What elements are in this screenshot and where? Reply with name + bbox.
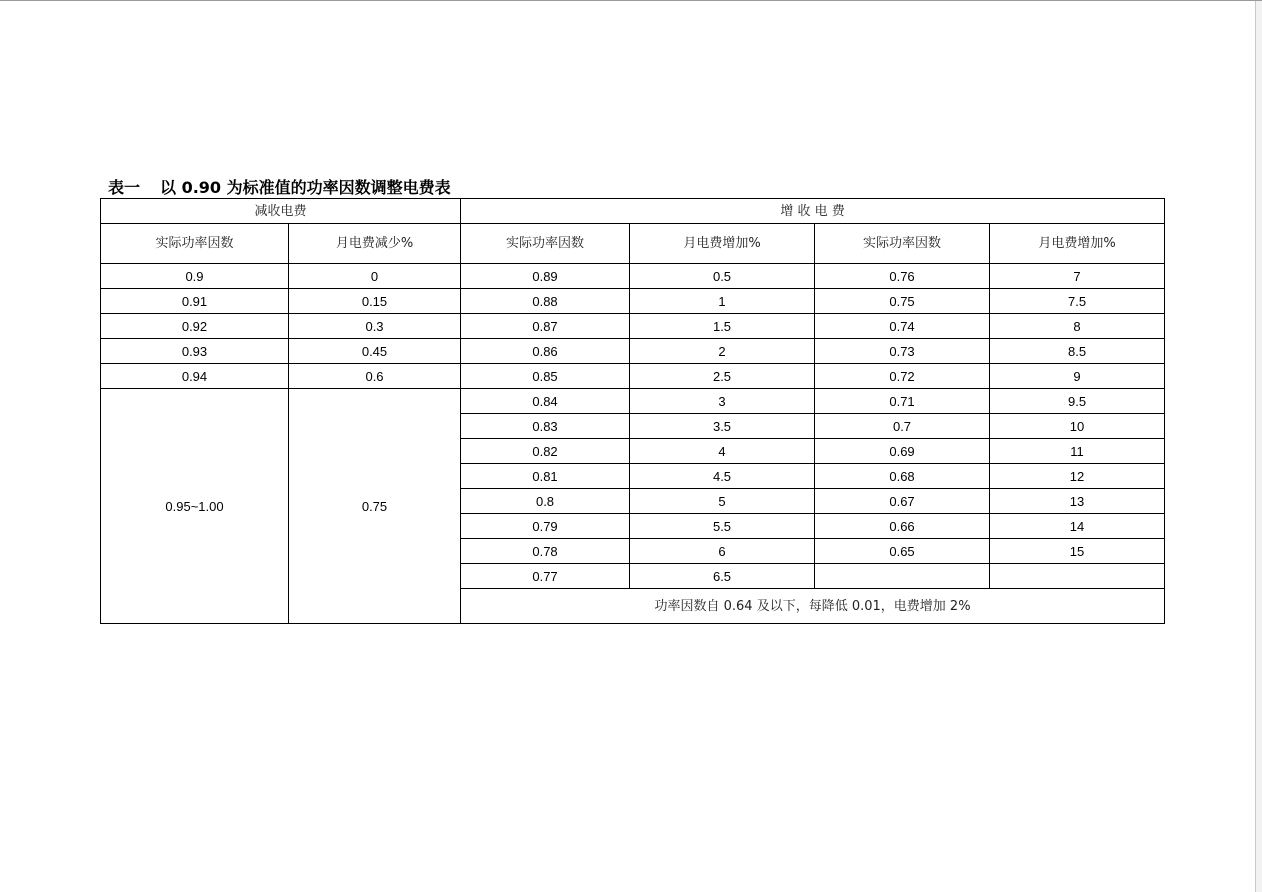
increase-power-factor-cell: 0.77 — [461, 564, 630, 589]
increase-percent-cell: 12 — [990, 464, 1165, 489]
increase-percent-cell: 4 — [630, 439, 815, 464]
reduce-percent-cell: 0 — [289, 264, 461, 289]
increase-percent-cell: 2.5 — [630, 364, 815, 389]
increase-percent-cell: 8 — [990, 314, 1165, 339]
increase-power-factor-cell: 0.78 — [461, 539, 630, 564]
reduce-power-factor-cell: 0.92 — [101, 314, 289, 339]
reduce-power-factor-cell: 0.93 — [101, 339, 289, 364]
column-header: 实际功率因数 — [461, 224, 630, 264]
increase-power-factor-cell: 0.76 — [815, 264, 990, 289]
increase-power-factor-cell: 0.82 — [461, 439, 630, 464]
increase-power-factor-cell: 0.66 — [815, 514, 990, 539]
power-factor-fee-table — [100, 198, 1165, 624]
increase-power-factor-cell: 0.72 — [815, 364, 990, 389]
increase-percent-cell: 2 — [630, 339, 815, 364]
increase-percent-cell: 13 — [990, 489, 1165, 514]
increase-power-factor-cell: 0.83 — [461, 414, 630, 439]
column-header: 月电费增加% — [990, 224, 1165, 264]
increase-percent-cell: 6 — [630, 539, 815, 564]
increase-percent-cell: 9 — [990, 364, 1165, 389]
increase-percent-cell: 11 — [990, 439, 1165, 464]
reduce-percent-cell: 0.15 — [289, 289, 461, 314]
increase-power-factor-cell: 0.89 — [461, 264, 630, 289]
table-title — [108, 175, 451, 198]
page-edge — [1255, 1, 1262, 892]
increase-percent-cell: 0.5 — [630, 264, 815, 289]
increase-percent-cell: 5.5 — [630, 514, 815, 539]
reduce-power-factor-cell: 0.9 — [101, 264, 289, 289]
increase-percent-cell: 1.5 — [630, 314, 815, 339]
table-title-text: 以 0.90 为标准值的功率因数调整电费表 — [160, 178, 451, 197]
increase-percent-cell: 3 — [630, 389, 815, 414]
increase-percent-cell: 14 — [990, 514, 1165, 539]
increase-power-factor-cell: 0.86 — [461, 339, 630, 364]
increase-power-factor-cell: 0.79 — [461, 514, 630, 539]
increase-percent-cell: 4.5 — [630, 464, 815, 489]
increase-percent-cell: 5 — [630, 489, 815, 514]
reduce-power-factor-merged-cell: 0.95~1.00 — [101, 389, 289, 624]
column-header-row — [101, 224, 1165, 264]
increase-percent-cell: 6.5 — [630, 564, 815, 589]
column-header: 月电费增加% — [630, 224, 815, 264]
increase-power-factor-cell: 0.81 — [461, 464, 630, 489]
column-header: 实际功率因数 — [815, 224, 990, 264]
table-row — [101, 264, 1165, 289]
increase-power-factor-cell: 0.7 — [815, 414, 990, 439]
increase-power-factor-cell: 0.65 — [815, 539, 990, 564]
increase-percent-cell: 15 — [990, 539, 1165, 564]
reduce-power-factor-cell: 0.94 — [101, 364, 289, 389]
increase-percent-cell: 9.5 — [990, 389, 1165, 414]
increase-power-factor-cell: 0.84 — [461, 389, 630, 414]
increase-percent-cell: 8.5 — [990, 339, 1165, 364]
reduce-percent-cell: 0.3 — [289, 314, 461, 339]
increase-power-factor-cell — [815, 564, 990, 589]
increase-percent-cell: 1 — [630, 289, 815, 314]
table-row — [101, 314, 1165, 339]
table-body — [101, 199, 1165, 624]
group-header-increase: 增 收 电 费 — [461, 199, 1165, 224]
increase-power-factor-cell: 0.71 — [815, 389, 990, 414]
table-title-number: 表一 — [108, 178, 141, 197]
increase-power-factor-cell: 0.88 — [461, 289, 630, 314]
increase-power-factor-cell: 0.75 — [815, 289, 990, 314]
column-header: 实际功率因数 — [101, 224, 289, 264]
reduce-percent-merged-cell: 0.75 — [289, 389, 461, 624]
table-row — [101, 339, 1165, 364]
table-row — [101, 289, 1165, 314]
increase-percent-cell: 10 — [990, 414, 1165, 439]
increase-percent-cell — [990, 564, 1165, 589]
reduce-percent-cell: 0.6 — [289, 364, 461, 389]
table-row — [101, 389, 1165, 414]
increase-power-factor-cell: 0.8 — [461, 489, 630, 514]
increase-power-factor-cell: 0.85 — [461, 364, 630, 389]
reduce-percent-cell: 0.45 — [289, 339, 461, 364]
increase-power-factor-cell: 0.87 — [461, 314, 630, 339]
increase-power-factor-cell: 0.73 — [815, 339, 990, 364]
column-header: 月电费减少% — [289, 224, 461, 264]
table-row — [101, 364, 1165, 389]
increase-power-factor-cell: 0.67 — [815, 489, 990, 514]
increase-percent-cell: 3.5 — [630, 414, 815, 439]
reduce-power-factor-cell: 0.91 — [101, 289, 289, 314]
increase-power-factor-cell: 0.68 — [815, 464, 990, 489]
increase-power-factor-cell: 0.69 — [815, 439, 990, 464]
group-header-row — [101, 199, 1165, 224]
increase-percent-cell: 7 — [990, 264, 1165, 289]
group-header-reduce: 减收电费 — [101, 199, 461, 224]
increase-percent-cell: 7.5 — [990, 289, 1165, 314]
footnote-cell: 功率因数自 0.64 及以下，每降低 0.01，电费增加 2% — [461, 589, 1165, 624]
increase-power-factor-cell: 0.74 — [815, 314, 990, 339]
